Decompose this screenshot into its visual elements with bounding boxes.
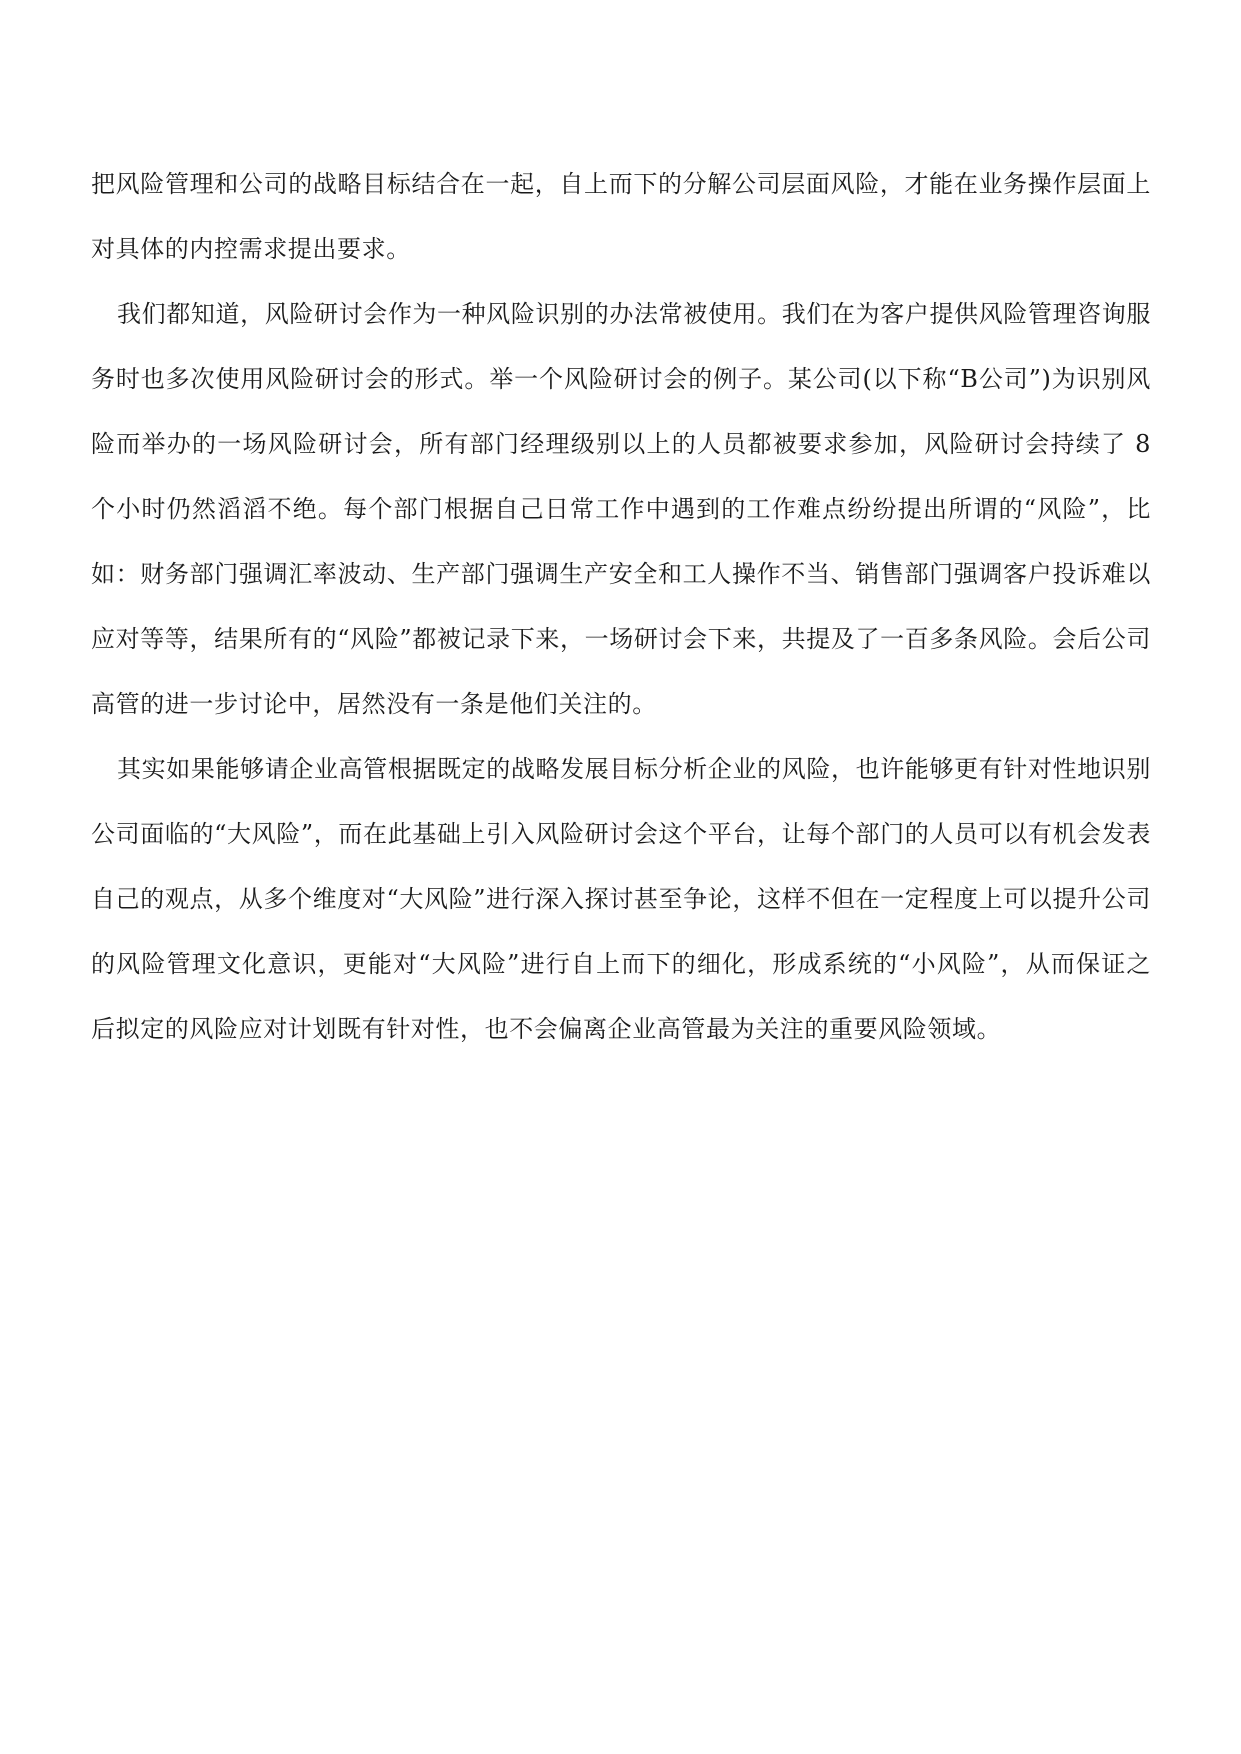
paragraph-1: 把风险管理和公司的战略目标结合在一起，自上而下的分解公司层面风险，才能在业务操作层面上对具体的内控需求提出要求。 <box>91 170 1151 263</box>
document-body <box>91 152 1151 1062</box>
paragraph-2: 我们都知道，风险研讨会作为一种风险识别的办法常被使用。我们在为客户提供风险管理咨询服务时也多次使用风险研讨会的形式。举一个风险研讨会的例子。某公司(以下称“B公司”)为识别风险而举办的一场风险研讨会，所有部门经理级别以上的人员都被要求参加，风险研讨会持续了 8 个小时仍然滔滔不绝。每个部门根据自己日常工作中遇到的工作难点纷纷提出所谓的“风险”，比如：财务部门强调汇率波动、生产部门强调生产安全和工人操作不当、销售部门强调客户投诉难以应对等等，结果所有的“风险”都被记录下来，一场研讨会下来，共提及了一百多条风险。会后公司高管的进一步讨论中，居然没有一条是他们关注的。 <box>91 300 1151 718</box>
paragraph-3: 其实如果能够请企业高管根据既定的战略发展目标分析企业的风险，也许能够更有针对性地识别公司面临的“大风险”，而在此基础上引入风险研讨会这个平台，让每个部门的人员可以有机会发表自己的观点，从多个维度对“大风险”进行深入探讨甚至争论，这样不但在一定程度上可以提升公司的风险管理文化意识，更能对“大风险”进行自上而下的细化，形成系统的“小风险”，从而保证之后拟定的风险应对计划既有针对性，也不会偏离企业高管最为关注的重要风险领域。 <box>91 755 1151 1043</box>
